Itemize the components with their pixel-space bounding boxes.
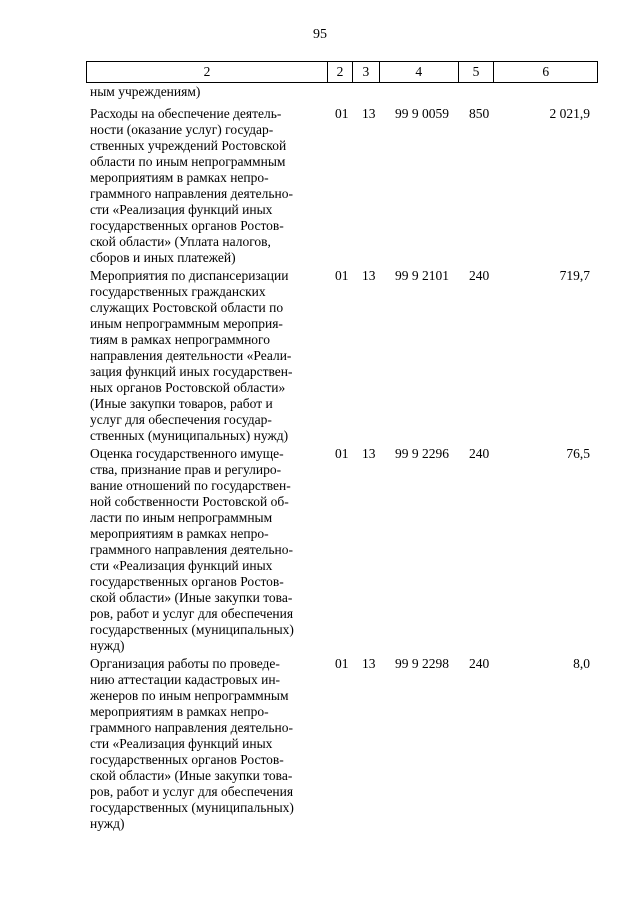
row-section-code: 01 xyxy=(335,268,349,283)
column-header: 3 xyxy=(353,62,380,82)
table-header-row xyxy=(86,61,598,83)
column-header: 4 xyxy=(380,62,459,82)
row-amount: 719,7 xyxy=(559,268,590,283)
row-description: Расходы на обеспечение деятель- ности (оказание услуг) государ- ственных учреждений Ростовской области по иным непрограммным мероприятиям в рамках непро- граммного направления деятельно- сти «Реализация функций иных государственных органов Ростов- ской области» (Уплата налогов, сборов и иных платежей) xyxy=(90,106,293,265)
row-subsection-code: 13 xyxy=(362,446,376,461)
column-header: 6 xyxy=(542,64,550,79)
row-subsection-code: 13 xyxy=(362,268,376,283)
row-section-code: 01 xyxy=(335,446,349,461)
row-description: Мероприятия по диспансеризации государственных гражданских служащих Ростовской области по иным непрограммным мероприя- тиям в рамках непрограммного направления деятельности «Реали- зация функций иных государствен- ных органов Ростовской области» (Иные закупки товаров, работ и услуг для обеспечения государ- ственных (муниципальных) нужд) xyxy=(90,268,293,443)
row-target-item-code: 99 9 0059 xyxy=(395,106,449,121)
row-amount: 76,5 xyxy=(566,446,590,461)
column-header: 2 xyxy=(87,62,328,82)
row-amount: 8,0 xyxy=(573,656,590,671)
row-description: Оценка государственного имуще- ства, признание прав и регулиро- вание отношений по государствен- ной собственности Ростовской об- ласти по иным непрограммным мероприятиям в рамках непро- граммного направления деятельно- сти «Реализация функций иных государственных органов Ростов- ской области» (Иные закупки това- ров, работ и услуг для обеспечения государственных (муниципальных) нужд) xyxy=(90,446,294,653)
row-subsection-code: 13 xyxy=(362,656,376,671)
row-expense-type-code: 850 xyxy=(469,106,490,121)
row-section-code: 01 xyxy=(335,656,349,671)
page-number: 95 xyxy=(313,27,327,42)
row-expense-type-code: 240 xyxy=(469,268,490,283)
row-description: ным учреждениям) xyxy=(90,84,201,99)
row-expense-type-code: 240 xyxy=(469,656,490,671)
column-header: 5 xyxy=(459,62,495,82)
column-header: 2 xyxy=(328,62,353,82)
row-expense-type-code: 240 xyxy=(469,446,490,461)
row-target-item-code: 99 9 2101 xyxy=(395,268,449,283)
row-section-code: 01 xyxy=(335,106,349,121)
row-description: Организация работы по проведе- нию аттестации кадастровых ин- женеров по иным непрограммным мероприятиям в рамках непро- граммного направления деятельно- сти «Реализация функций иных государственных органов Ростов- ской области» (Иные закупки това- ров, работ и услуг для обеспечения государственных (муниципальных) нужд) xyxy=(90,656,294,831)
row-amount: 2 021,9 xyxy=(549,106,590,121)
row-subsection-code: 13 xyxy=(362,106,376,121)
row-target-item-code: 99 9 2296 xyxy=(395,446,449,461)
row-target-item-code: 99 9 2298 xyxy=(395,656,449,671)
